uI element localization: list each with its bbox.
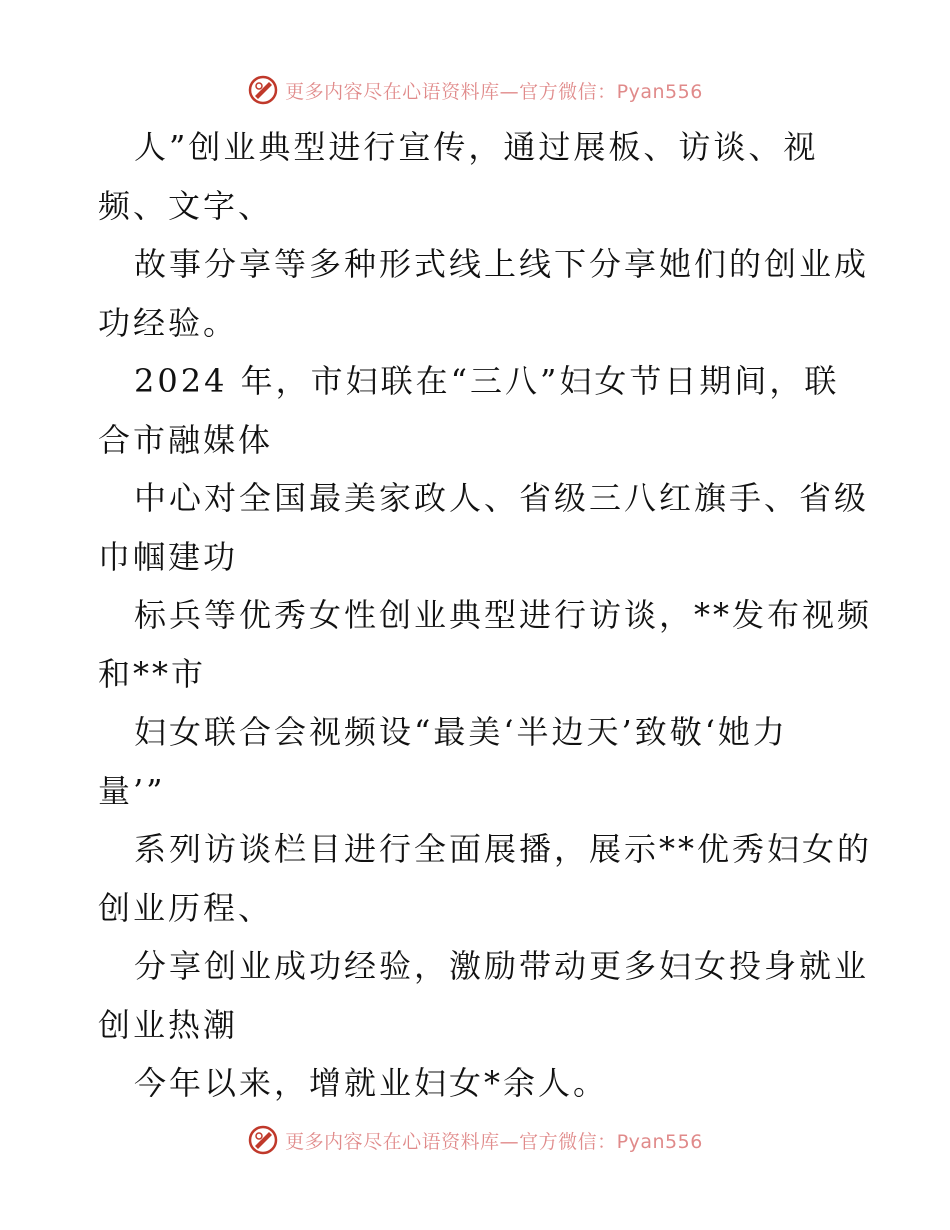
text-line: 2024 年，市妇联在“三八”妇女节日期间，联 [134, 362, 840, 400]
text-line: 人”创业典型进行宣传，通过展板、访谈、视 [134, 128, 819, 166]
logo-icon [247, 1124, 279, 1156]
text-line: 频、文字、 [98, 186, 274, 225]
text-line: 量’” [98, 771, 166, 810]
logo-icon [247, 74, 279, 106]
text-line: 今年以来，增就业妇女*余人。 [134, 1064, 609, 1102]
text-line: 和**市 [98, 654, 207, 693]
text-line: 创业热潮 [98, 1005, 239, 1044]
watermark-text: 更多内容尽在心语资料库—官方微信：Pyan556 [285, 1130, 703, 1153]
text-line: 分享创业成功经验，激励带动更多妇女投身就业 [134, 947, 870, 985]
footer-watermark [0, 1120, 950, 1160]
text-line: 创业历程、 [98, 888, 274, 927]
text-line: 中心对全国最美家政人、省级三八红旗手、省级 [134, 479, 870, 517]
document-body [98, 118, 873, 1113]
watermark-text: 更多内容尽在心语资料库—官方微信：Pyan556 [285, 80, 703, 103]
text-line: 功经验。 [98, 303, 239, 342]
text-line: 妇女联合会视频设“最美‘半边天’致敬‘她力 [134, 713, 788, 751]
text-line: 系列访谈栏目进行全面展播，展示**优秀妇女的 [134, 830, 873, 868]
text-line: 故事分享等多种形式线上线下分享她们的创业成 [134, 245, 870, 283]
header-watermark [0, 70, 950, 110]
text-line: 巾帼建功 [98, 537, 239, 576]
text-line: 标兵等优秀女性创业典型进行访谈，**发布视频 [134, 596, 873, 634]
text-line: 合市融媒体 [98, 420, 274, 459]
